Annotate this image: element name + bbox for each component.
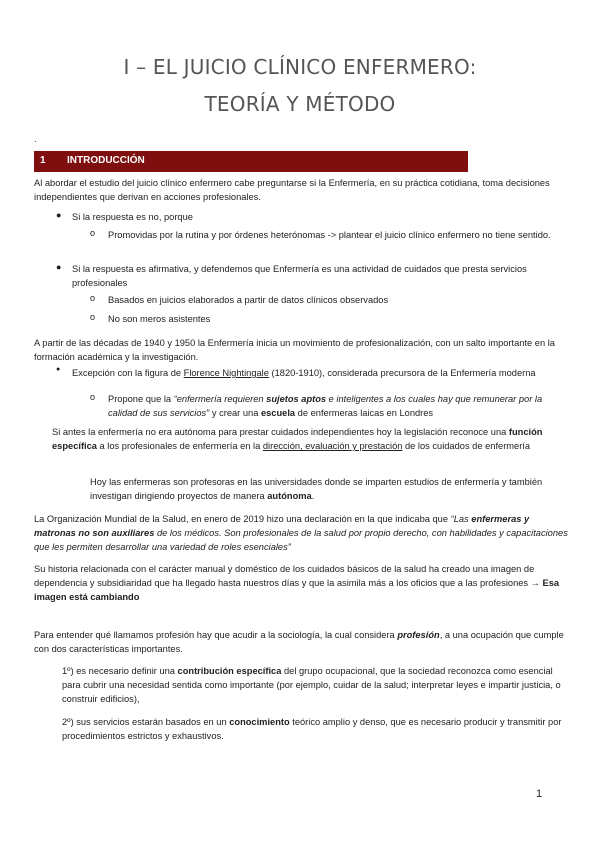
page-number: 1 bbox=[536, 788, 543, 800]
nightingale-link[interactable]: Florence Nightingale bbox=[183, 368, 269, 378]
sub-bullet-asistentes: No son meros asistentes bbox=[108, 314, 211, 324]
paragraph-decadas: A partir de las décadas de 1940 y 1950 la Enfermería inicia un movimiento de profesionalización, con un salto importante en la formación académica y la investigación. bbox=[34, 338, 555, 362]
paragraph-historia: Su historia relacionada con el carácter manual y doméstico de los cuidados básicos de la salud ha creado una imagen de dependencia y subsidiaridad que ha llegado hasta nuestros días y que la asimila más a los oficios que a las profesiones → Esa imagen está cambiando bbox=[34, 564, 560, 602]
sub-bullet-circle-icon: o bbox=[90, 228, 96, 238]
bullet-yes: Si la respuesta es afirmativa, y defendemos que Enfermería es una actividad de cuidados que presta servicios profesionales bbox=[72, 264, 527, 288]
sub-bullet-propone: Propone que la “enfermería requieren sujetos aptos e inteligentes a los cuales hay que remunerar por la calidad de sus servicios” y crear una escuela de enfermeras laicas en Londres bbox=[108, 394, 543, 418]
paragraph-oms: La Organización Mundial de la Salud, en enero de 2019 hizo una declaración en la que indicaba que “Las enfermeras y matronas no son auxiliares de los médicos. Son profesionales de la salud por propio derecho, con habilidades y capacitaciones que les permiten desarrollar una variedad de roles esenciales” bbox=[34, 514, 568, 552]
bullet-no: Si la respuesta es no, porque bbox=[72, 212, 193, 222]
paragraph-intro: Al abordar el estudio del juicio clínico enfermero cabe preguntarse si la Enfermería, en su práctica cotidiana, toma decisiones independientes que derivan en acciones profesionales. bbox=[34, 178, 550, 202]
bullet-dot-icon: ● bbox=[56, 366, 61, 373]
paragraph-autonomia: Si antes la enfermería no era autónoma para prestar cuidados independientes hoy la legislación reconoce una función específica a los profesionales de enfermería en la dirección, evaluación y prestación de los cuidados de enfermería bbox=[52, 427, 543, 451]
bullet-dot-icon: ● bbox=[56, 262, 62, 272]
direccion-link[interactable]: dirección, evaluación y prestación bbox=[262, 441, 403, 451]
section-title: INTRODUCCIÓN bbox=[67, 155, 145, 166]
paragraph-caracteristica-1: 1º) es necesario definir una contribución específica del grupo ocupacional, que la sociedad reconozca como esencial para cubrir una necesidad sentida como importante (por ejemplo, cuidar de la salud; interpretar leyes e impartir justicia, o construir edificios), bbox=[62, 666, 561, 704]
sub-bullet-rutina: Promovidas por la rutina y por órdenes heterónomas -> plantear el juicio clínico enfermero no tiene sentido. bbox=[108, 230, 551, 240]
paragraph-profesion: Para entender qué llamamos profesión hay que acudir a la sociología, la cual considera profesión, a una ocupación que cumple con dos características importantes. bbox=[34, 630, 564, 654]
paragraph-caracteristica-2: 2º) sus servicios estarán basados en un conocimiento teórico amplio y denso, que es necesario producir y transmitir por procedimientos estrictos y exhaustivos. bbox=[62, 717, 562, 741]
stray-dot: . bbox=[34, 134, 37, 144]
page-title-line2: TEORÍA Y MÉTODO bbox=[204, 92, 396, 116]
page-title-line1: I – EL JUICIO CLÍNICO ENFERMERO: bbox=[123, 55, 477, 79]
sub-bullet-circle-icon: o bbox=[90, 293, 96, 303]
paragraph-profesoras: Hoy las enfermeras son profesoras en las universidades donde se imparten estudios de enfermería y también investigan dirigiendo proyectos de manera autónoma. bbox=[90, 477, 543, 501]
section-number: 1 bbox=[40, 155, 46, 166]
sub-bullet-circle-icon: o bbox=[90, 312, 96, 322]
section-header-bar bbox=[34, 151, 468, 172]
sub-bullet-circle-icon: o bbox=[90, 392, 96, 402]
bullet-nightingale: Excepción con la figura de Florence Nightingale (1820-1910), considerada precursora de la Enfermería moderna bbox=[72, 368, 536, 378]
sub-bullet-juicios: Basados en juicios elaborados a partir de datos clínicos observados bbox=[108, 295, 389, 305]
bullet-dot-icon: ● bbox=[56, 210, 62, 220]
